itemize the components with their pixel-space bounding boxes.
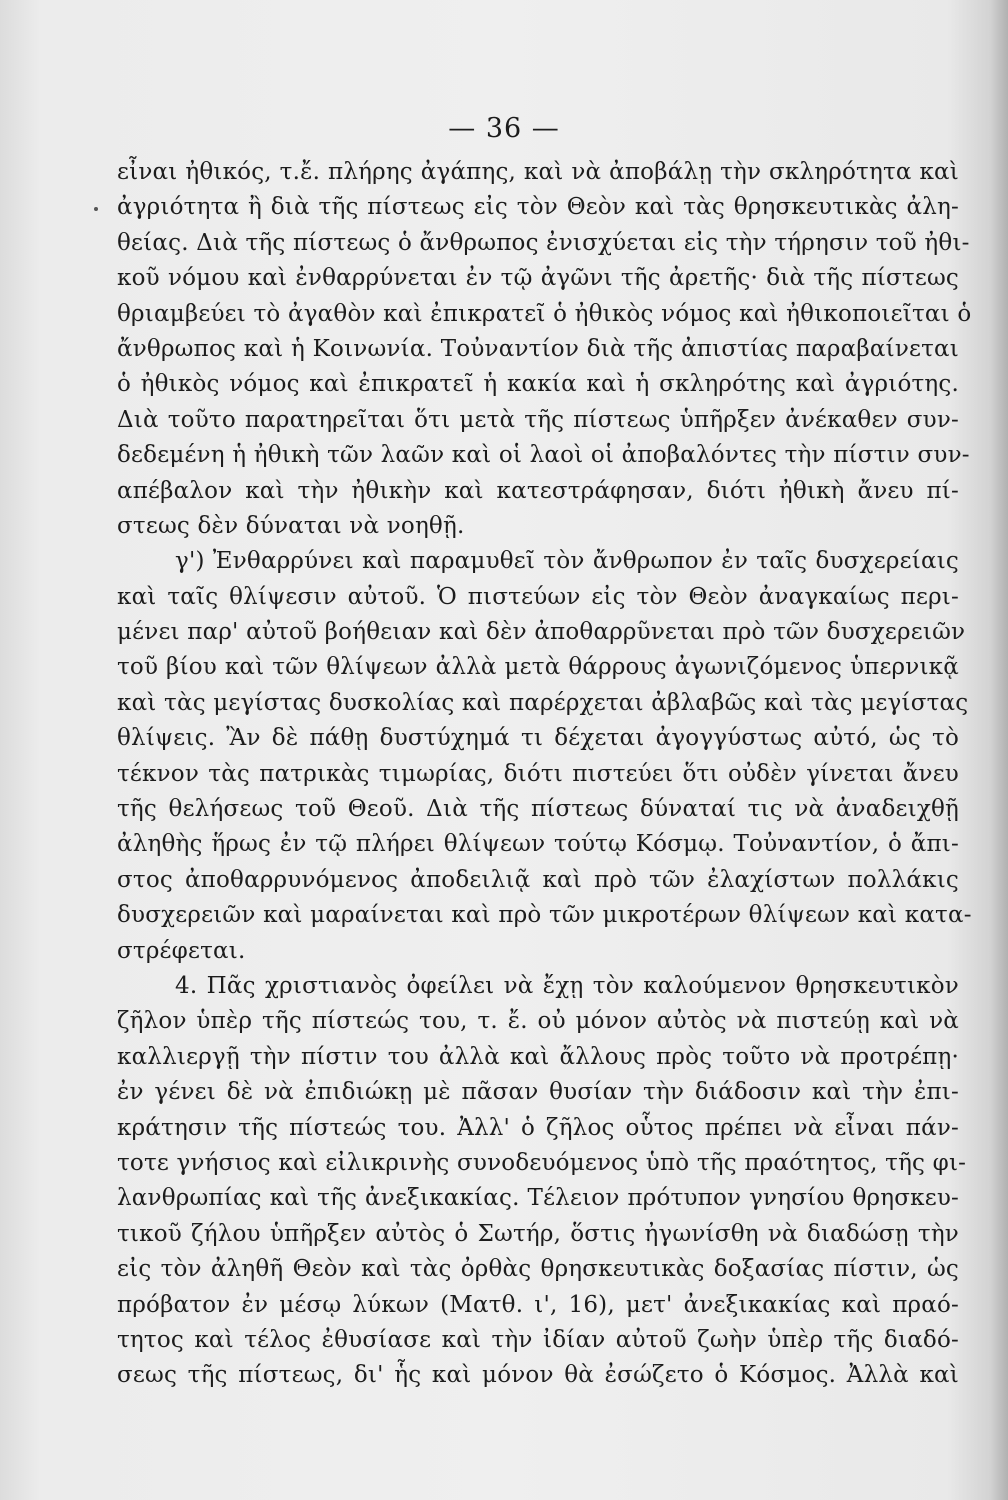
body-text [117, 155, 972, 1394]
text-line: κράτησιν τῆς πίστεώς του. Ἀλλ' ὁ ζῆλος οὗτος πρέπει νὰ εἶναι πάν- [117, 1114, 959, 1141]
text-line: θριαμβεύει τὸ ἀγαθὸν καὶ ἐπικρατεῖ ὁ ἠθικὸς νόμος καὶ ἠθικοποιεῖται ὁ [117, 300, 972, 327]
text-line: τικοῦ ζήλου ὑπῆρξεν αὐτὸς ὁ Σωτήρ, ὅστις ἠγωνίσθη νὰ διαδώσῃ τὴν [117, 1220, 959, 1247]
text-line: μένει παρ' αὐτοῦ βοήθειαν καὶ δὲν ἀποθαρρῦνεται πρὸ τῶν δυσχερειῶν [117, 619, 966, 646]
text-line: δεδεμένη ἡ ἠθικὴ τῶν λαῶν καὶ οἱ λαοὶ οἱ ἀποβαλόντες τὴν πίστιν συν- [117, 442, 970, 469]
page-number: — 36 — [448, 113, 560, 144]
text-line: απέβαλον καὶ τὴν ἠθικὴν καὶ κατεστράφησαν, διότι ἠθικὴ ἄνευ πί- [117, 477, 959, 504]
margin-dot [94, 207, 98, 211]
page-fold-shadow [990, 0, 1008, 1500]
text-line: στρέφεται. [117, 937, 246, 964]
text-line: σεως τῆς πίστεως, δι' ἧς καὶ μόνον θὰ ἐσώζετο ὁ Κόσμος. Ἀλλὰ καὶ [117, 1362, 959, 1389]
text-line: καὶ τὰς μεγίστας δυσκολίας καὶ παρέρχεται ἀβλαβῶς καὶ τὰς μεγίστας [117, 689, 969, 716]
text-line: ἄνθρωπος καὶ ἡ Κοινωνία. Τοὐναντίον διὰ τῆς ἀπιστίας παραβαίνεται [117, 335, 959, 362]
text-line: ζῆλον ὑπὲρ τῆς πίστεώς του, τ. ἔ. οὐ μόνον αὐτὸς νὰ πιστεύῃ καὶ νὰ [117, 1008, 959, 1035]
text-line: γ') Ἐνθαρρύνει καὶ παραμυθεῖ τὸν ἄνθρωπον ἐν ταῖς δυσχερείαις [175, 548, 959, 575]
text-line: τητος καὶ τέλος ἐθυσίασε καὶ τὴν ἰδίαν αὐτοῦ ζωὴν ὑπὲρ τῆς διαδό- [117, 1326, 959, 1353]
text-line: στεως δὲν δύναται νὰ νοηθῇ. [117, 512, 465, 539]
text-line: θλίψεις. Ἂν δὲ πάθῃ δυστύχημά τι δέχεται ἀγογγύστως αὐτό, ὡς τὸ [117, 725, 959, 752]
text-line: ἐν γένει δὲ νὰ ἐπιδιώκῃ μὲ πᾶσαν θυσίαν τὴν διάδοσιν καὶ τὴν ἐπι- [117, 1079, 959, 1106]
text-line: λανθρωπίας καὶ τῆς ἀνεξικακίας. Τέλειον πρότυπον γνησίου θρησκευ- [117, 1185, 959, 1212]
text-line: κοῦ νόμου καὶ ἐνθαρρύνεται ἐν τῷ ἀγῶνι τῆς ἀρετῆς· διὰ τῆς πίστεως [117, 265, 959, 292]
text-line: ἀληθὴς ἥρως ἐν τῷ πλήρει θλίψεων τούτῳ Κόσμῳ. Τοὐναντίον, ὁ ἄπι- [117, 831, 959, 858]
text-line: εἶναι ἠθικός, τ.ἔ. πλήρης ἀγάπης, καὶ νὰ ἀποβάλῃ τὴν σκληρότητα καὶ [117, 159, 959, 185]
text-line: θείας. Διὰ τῆς πίστεως ὁ ἄνθρωπος ἐνισχύεται εἰς τὴν τήρησιν τοῦ ἠθι- [117, 229, 970, 256]
text-line: εἰς τὸν ἀληθῆ Θεὸν καὶ τὰς ὀρθὰς θρησκευτικὰς δοξασίας πίστιν, ὡς [117, 1256, 959, 1283]
text-line: καλλιεργῇ τὴν πίστιν του ἀλλὰ καὶ ἄλλους πρὸς τοῦτο νὰ προτρέπῃ· [117, 1043, 959, 1070]
text-line: πρόβατον ἐν μέσῳ λύκων (Ματθ. ι', 16), μετ' ἀνεξικακίας καὶ πραό- [117, 1291, 959, 1318]
text-line: στος ἀποθαρρυνόμενος ἀποδειλιᾷ καὶ πρὸ τῶν ἐλαχίστων πολλάκις [117, 866, 959, 893]
text-line: τέκνον τὰς πατρικὰς τιμωρίας, διότι πιστεύει ὅτι οὐδὲν γίνεται ἄνευ [117, 760, 959, 787]
text-line: ὁ ἠθικὸς νόμος καὶ ἐπικρατεῖ ἡ κακία καὶ ἡ σκληρότης καὶ ἀγριότης. [117, 371, 959, 398]
text-line: τοτε γνήσιος καὶ εἰλικρινὴς συνοδευόμενος ὑπὸ τῆς πραότητος, τῆς φι- [117, 1149, 967, 1176]
text-line: τοῦ βίου καὶ τῶν θλίψεων ἀλλὰ μετὰ θάρρους ἀγωνιζόμενος ὑπερνικᾷ [117, 654, 959, 681]
text-line: ἀγριότητα ἢ διὰ τῆς πίστεως εἰς τὸν Θεὸν καὶ τὰς θρησκευτικὰς ἀλη- [117, 194, 959, 221]
text-line: 4. Πᾶς χριστιανὸς ὀφείλει νὰ ἔχῃ τὸν καλούμενον θρησκευτικὸν [175, 972, 959, 999]
text-line: δυσχερειῶν καὶ μαραίνεται καὶ πρὸ τῶν μικροτέρων θλίψεων καὶ κατα- [117, 902, 972, 929]
text-line: Διὰ τοῦτο παρατηρεῖται ὅτι μετὰ τῆς πίστεως ὑπῆρξεν ἀνέκαθεν συν- [117, 406, 959, 433]
text-line: καὶ ταῖς θλίψεσιν αὐτοῦ. Ὁ πιστεύων εἰς τὸν Θεὸν ἀναγκαίως περι- [117, 583, 959, 610]
text-line: τῆς θελήσεως τοῦ Θεοῦ. Διὰ τῆς πίστεως δύναταί τις νὰ ἀναδειχθῇ [117, 796, 959, 823]
